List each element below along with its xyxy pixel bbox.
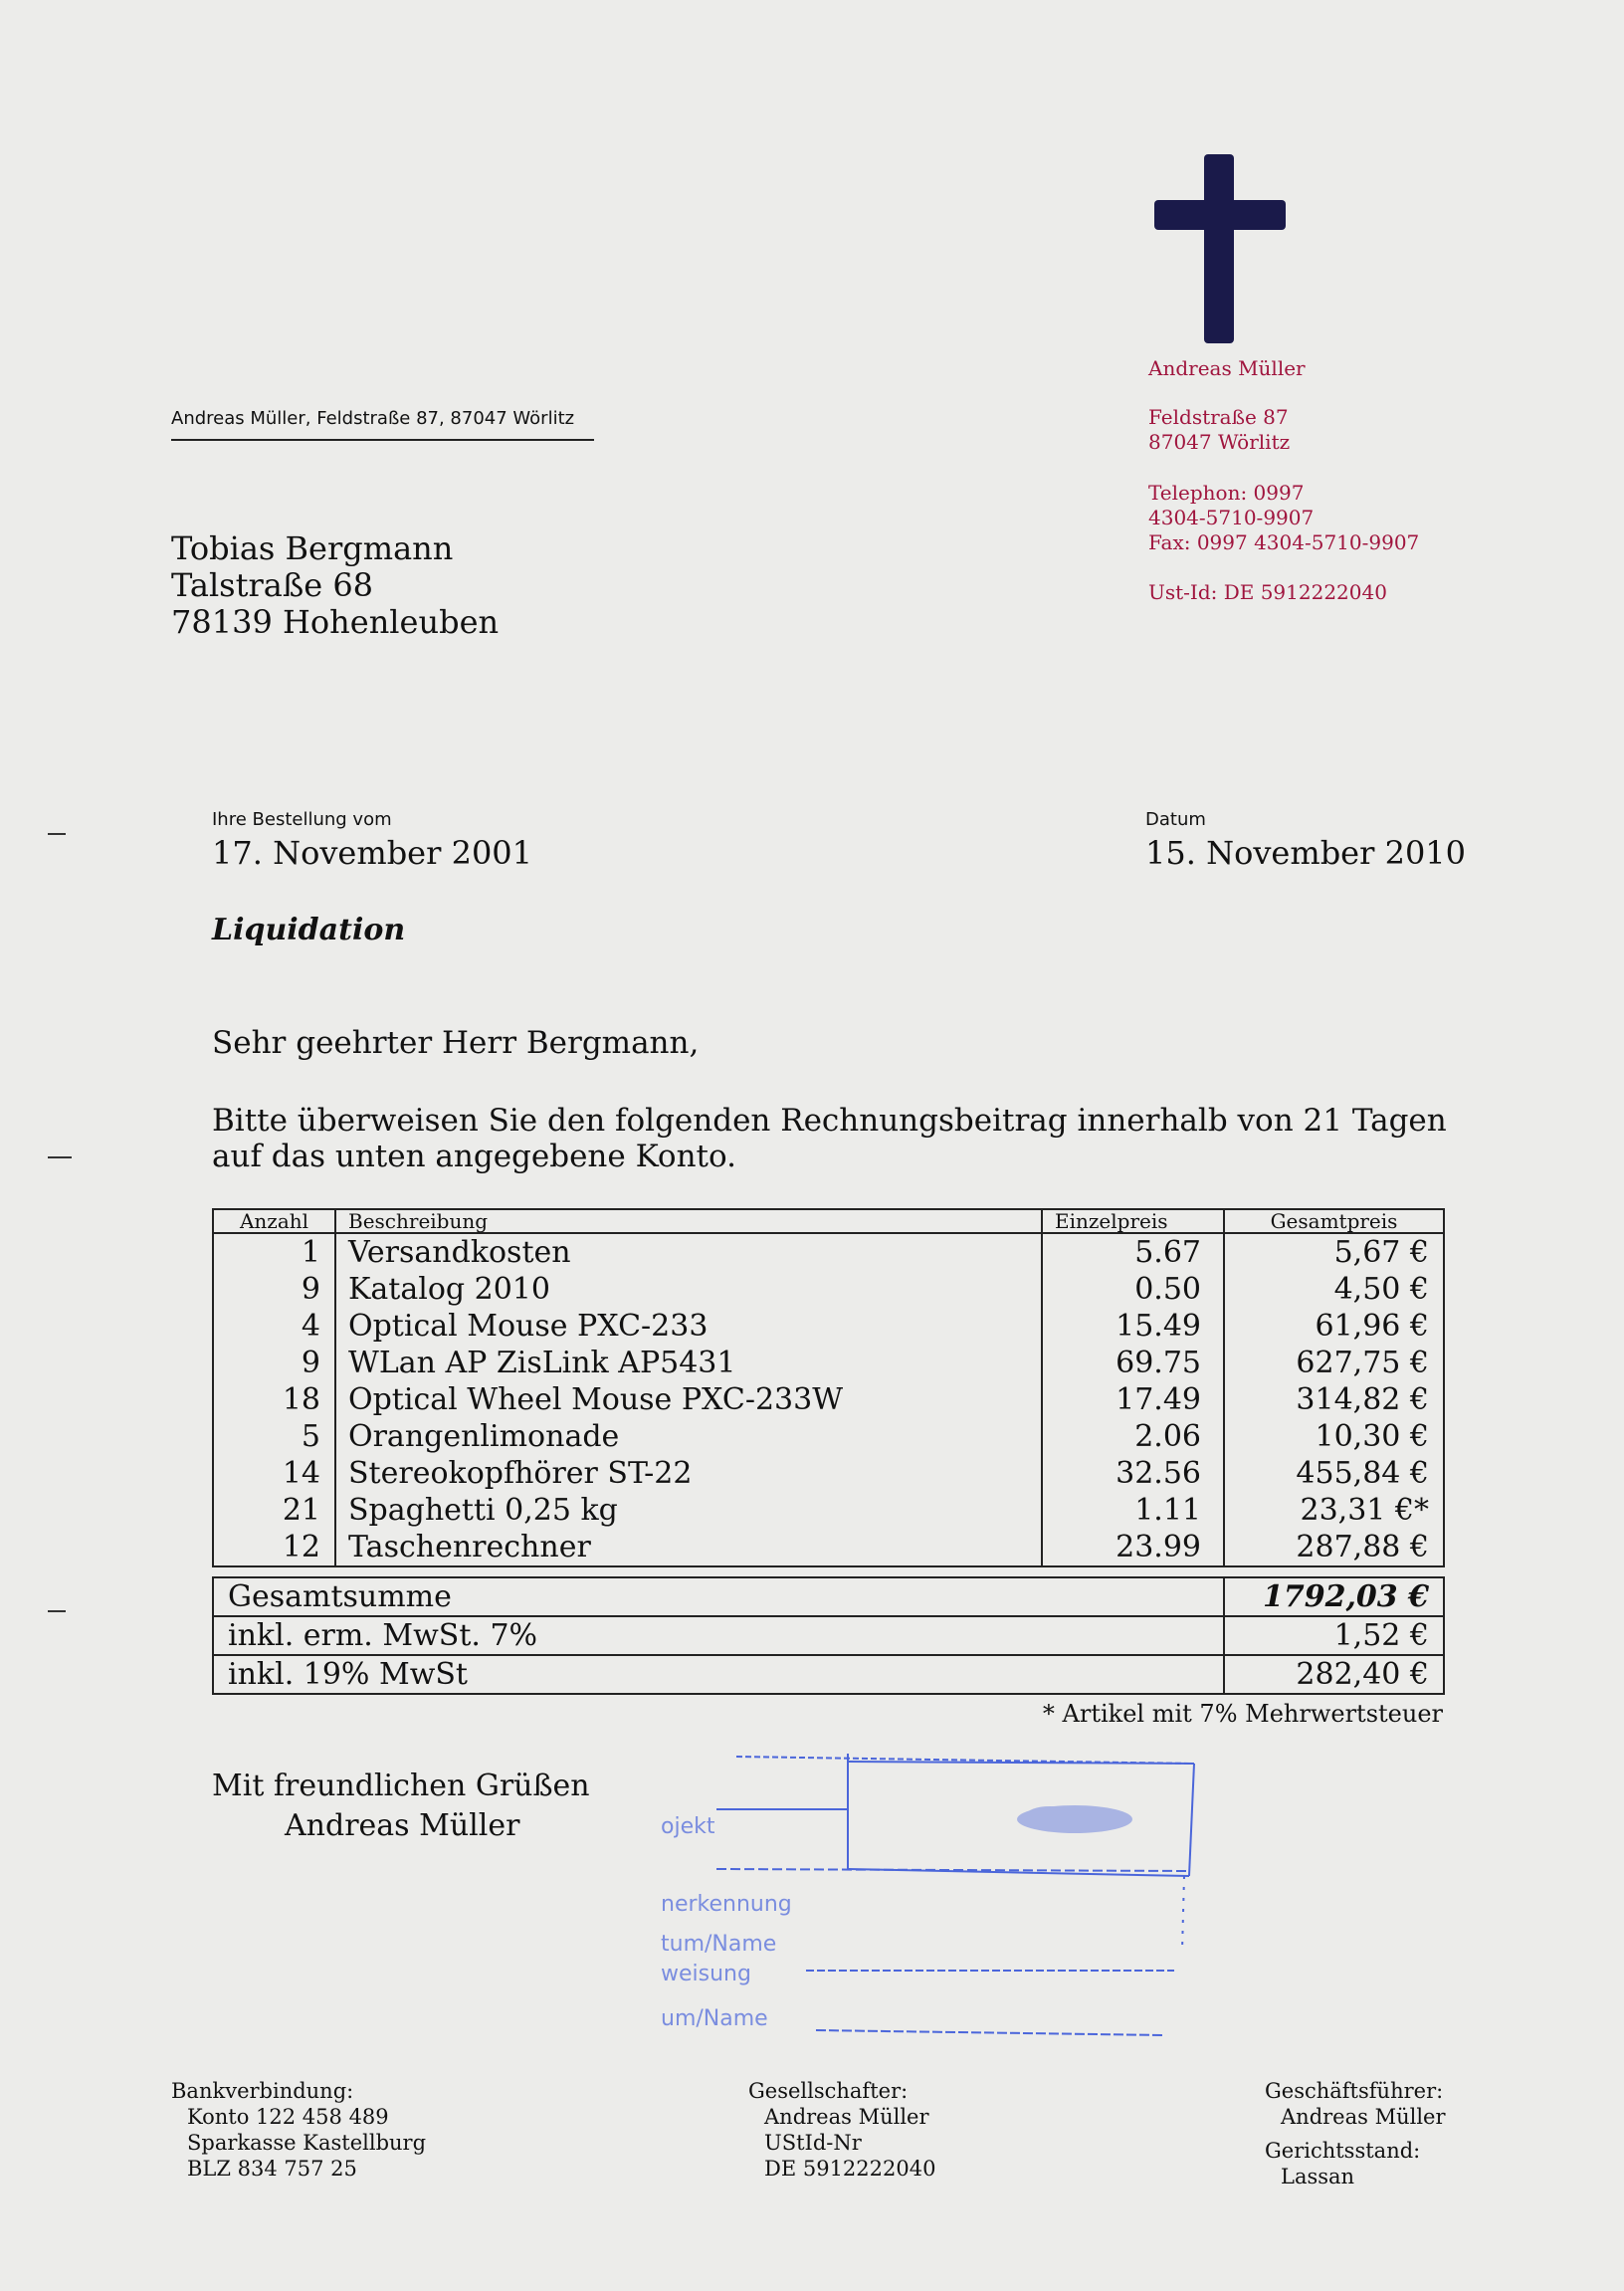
recipient-city: 78139 Hohenleuben [171, 603, 500, 641]
row-total-price: 455,84 € [1224, 1455, 1444, 1492]
header-total-price: Gesamtpreis [1224, 1209, 1444, 1233]
row-total-price: 10,30 € [1224, 1418, 1444, 1455]
table-row [213, 1455, 1444, 1492]
sender-phone: Telephon: 0997 [1148, 481, 1305, 505]
stamp-text: nerkennung [661, 1892, 792, 1917]
header-description: Beschreibung [335, 1209, 1042, 1233]
recipient-street: Talstraße 68 [171, 566, 374, 604]
row-total-price: 61,96 € [1224, 1308, 1444, 1345]
hole-mark [48, 1156, 72, 1158]
footer-court-title: Gerichtsstand: [1265, 2139, 1421, 2163]
footer-partner-title: Gesellschafter: [748, 2079, 909, 2103]
stamp-text: um/Name [661, 2006, 768, 2031]
row-unit-price: 17.49 [1042, 1381, 1224, 1418]
row-qty: 4 [213, 1308, 335, 1345]
table-row [213, 1529, 1444, 1566]
row-qty: 5 [213, 1418, 335, 1455]
sender-fax: Fax: 0997 4304-5710-9907 [1148, 530, 1420, 554]
closing-signer: Andreas Müller [285, 1808, 520, 1843]
fold-mark [48, 833, 66, 835]
order-date: 17. November 2001 [212, 834, 533, 872]
footer-manager-title: Geschäftsführer: [1265, 2079, 1444, 2103]
subject: Liquidation [212, 913, 406, 947]
row-description: Optical Mouse PXC-233 [335, 1308, 1042, 1345]
row-description: Orangenlimonade [335, 1418, 1042, 1455]
closing [212, 1767, 590, 1846]
row-description: Spaghetti 0,25 kg [335, 1492, 1042, 1529]
items-table [212, 1208, 1445, 1567]
table-row [213, 1345, 1444, 1381]
table-row [213, 1381, 1444, 1418]
footer-court: Lassan [1281, 2165, 1355, 2188]
row-qty: 9 [213, 1271, 335, 1308]
order-date-label: Ihre Bestellung vom [212, 809, 392, 830]
row-unit-price: 69.75 [1042, 1345, 1224, 1381]
row-unit-price: 32.56 [1042, 1455, 1224, 1492]
reduced-vat-label: inkl. erm. MwSt. 7% [213, 1616, 1224, 1655]
row-total-price: 4,50 € [1224, 1271, 1444, 1308]
recipient-name: Tobias Bergmann [171, 529, 454, 567]
header-unit-price: Einzelpreis [1042, 1209, 1224, 1233]
header-qty: Anzahl [213, 1209, 335, 1233]
total-sum-row [213, 1577, 1444, 1616]
vat-row [213, 1655, 1444, 1694]
row-qty: 21 [213, 1492, 335, 1529]
footer-bank-account: Konto 122 458 489 [187, 2105, 389, 2129]
total-sum-value: 1792,03 € [1224, 1577, 1444, 1616]
row-unit-price: 5.67 [1042, 1233, 1224, 1271]
sender-name: Andreas Müller [1148, 356, 1306, 380]
footer-partner-ustid-label: UStId-Nr [764, 2131, 862, 2155]
footer-bank [171, 2078, 426, 2182]
vat-value: 282,40 € [1224, 1655, 1444, 1694]
stamp-text: tum/Name [661, 1932, 777, 1957]
row-qty: 1 [213, 1233, 335, 1271]
sender-ust-id: Ust-Id: DE 5912222040 [1148, 580, 1387, 604]
row-total-price: 627,75 € [1224, 1345, 1444, 1381]
stamp-text: ojekt [661, 1814, 715, 1839]
closing-greeting: Mit freundlichen Grüßen [212, 1769, 590, 1803]
row-qty: 18 [213, 1381, 335, 1418]
vat-label: inkl. 19% MwSt [213, 1655, 1224, 1694]
reduced-vat-value: 1,52 € [1224, 1616, 1444, 1655]
row-description: Versandkosten [335, 1233, 1042, 1271]
return-address-rule [171, 439, 594, 441]
row-description: Stereokopfhörer ST-22 [335, 1455, 1042, 1492]
row-unit-price: 1.11 [1042, 1492, 1224, 1529]
table-row [213, 1271, 1444, 1308]
row-total-price: 287,88 € [1224, 1529, 1444, 1566]
sender-street: Feldstraße 87 [1148, 405, 1289, 429]
row-description: WLan AP ZisLink AP5431 [335, 1345, 1042, 1381]
row-unit-price: 15.49 [1042, 1308, 1224, 1345]
cross-logo-icon [1154, 154, 1286, 343]
footer-manager-name: Andreas Müller [1281, 2105, 1446, 2129]
row-unit-price: 2.06 [1042, 1418, 1224, 1455]
body-line-2: auf das unten angegebene Konto. [212, 1139, 736, 1174]
body-line-1: Bitte überweisen Sie den folgenden Rechnungsbeitrag innerhalb von 21 Tagen [212, 1103, 1447, 1139]
totals-table [212, 1576, 1445, 1695]
row-qty: 12 [213, 1529, 335, 1566]
footer-partner [748, 2078, 935, 2182]
row-description: Katalog 2010 [335, 1271, 1042, 1308]
row-description: Optical Wheel Mouse PXC-233W [335, 1381, 1042, 1418]
footer-bank-blz: BLZ 834 757 25 [187, 2157, 357, 2181]
salutation: Sehr geehrter Herr Bergmann, [212, 1025, 700, 1061]
return-address: Andreas Müller, Feldstraße 87, 87047 Wörlitz [171, 408, 575, 429]
row-total-price: 5,67 € [1224, 1233, 1444, 1271]
row-qty: 9 [213, 1345, 335, 1381]
footer-bank-title: Bankverbindung: [171, 2079, 354, 2103]
fold-mark [48, 1610, 66, 1612]
sender-phone-number: 4304-5710-9907 [1148, 506, 1315, 529]
total-sum-label: Gesamtsumme [213, 1577, 1224, 1616]
footnote: * Artikel mit 7% Mehrwertsteuer [1042, 1700, 1443, 1728]
invoice-date: 15. November 2010 [1145, 834, 1467, 872]
footer-partner-ustid: DE 5912222040 [764, 2157, 936, 2181]
table-header-row [213, 1209, 1444, 1233]
table-row [213, 1492, 1444, 1529]
row-total-price: 23,31 €* [1224, 1492, 1444, 1529]
table-row [213, 1233, 1444, 1271]
row-total-price: 314,82 € [1224, 1381, 1444, 1418]
row-unit-price: 23.99 [1042, 1529, 1224, 1566]
stamp-text: weisung [661, 1962, 751, 1986]
footer-bank-name: Sparkasse Kastellburg [187, 2131, 427, 2155]
approval-stamp [657, 1742, 1204, 2060]
row-qty: 14 [213, 1455, 335, 1492]
row-description: Taschenrechner [335, 1529, 1042, 1566]
reduced-vat-row [213, 1616, 1444, 1655]
sender-city: 87047 Wörlitz [1148, 430, 1291, 454]
table-row [213, 1308, 1444, 1345]
row-unit-price: 0.50 [1042, 1271, 1224, 1308]
footer-partner-name: Andreas Müller [764, 2105, 929, 2129]
invoice-date-label: Datum [1145, 809, 1206, 830]
footer-manager [1265, 2078, 1446, 2189]
table-row [213, 1418, 1444, 1455]
